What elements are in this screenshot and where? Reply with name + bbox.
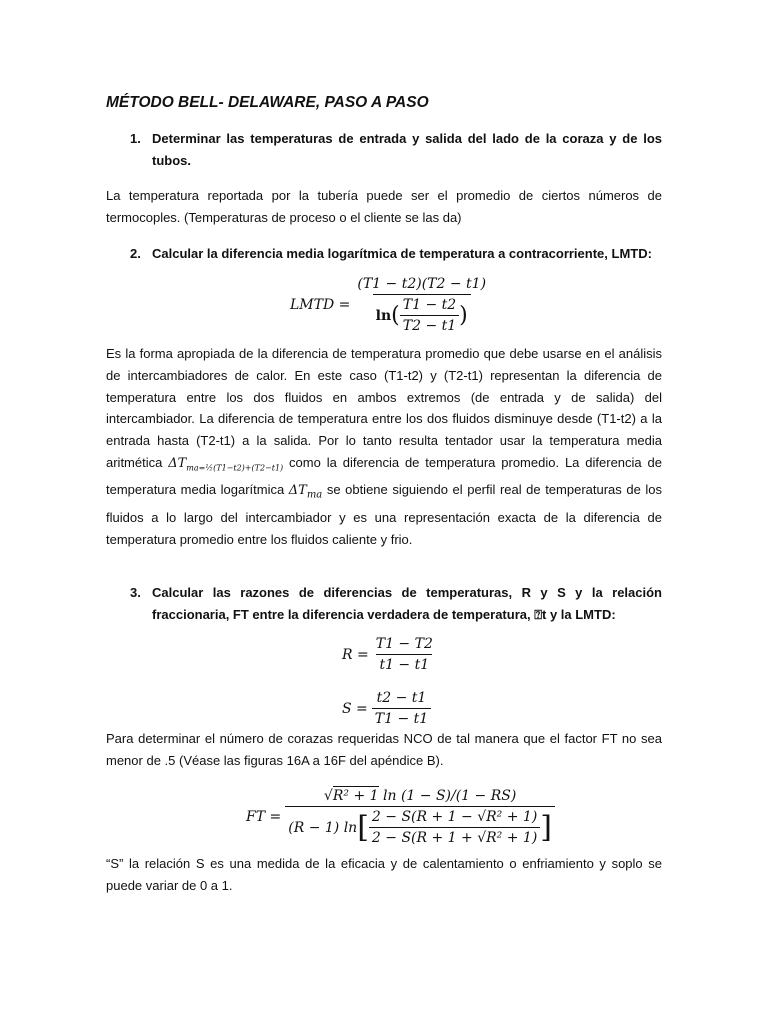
paragraph-2-part-3: se obtiene siguiendo el perfil real de temperaturas de los fluidos a lo largo del intercambiador y es una representación exacta de la diferencia de temperatura promedio entre los fluidos caliente y frio. xyxy=(106,482,662,547)
delta-t-arith xyxy=(168,456,283,471)
ft-numerator-sqrt: R² + 1 xyxy=(332,788,379,804)
ft-numerator: √R² + 1 ln (1 − S)/(1 − RS) xyxy=(323,788,517,804)
document-title: MÉTODO BELL- DELAWARE, PASO A PASO xyxy=(106,94,429,111)
s-lhs: S = xyxy=(342,700,368,717)
paragraph-2-part-2: como la diferencia de temperatura promedio. La diferencia de temperatura media logarítmica xyxy=(106,454,662,498)
paragraph-2 xyxy=(106,343,662,550)
r-lhs: R = xyxy=(342,646,369,663)
ft-inner-denominator: 2 − S(R + 1 + √R² + 1) xyxy=(369,827,540,846)
s-equation xyxy=(342,690,435,727)
ft-equation xyxy=(246,788,559,846)
lmtd-numerator: (T1 − t2)(T2 − t1) xyxy=(357,276,487,292)
s-fraction xyxy=(372,690,431,727)
ft-numerator-rest: ln (1 − S)/(1 − RS) xyxy=(383,788,517,804)
ft-fraction xyxy=(285,788,555,846)
delta-t-arith-subscript: ma=½(T1−t2)+(T2−t1) xyxy=(186,463,284,473)
lmtd-equation xyxy=(290,276,493,334)
lmtd-denominator: ln ( $\frac{T1 - t2}{T2 - t1}$ ) xyxy=(373,294,471,334)
delta-t-arith-symbol: ΔT xyxy=(168,455,187,471)
step-2-text: Calcular la diferencia media logarítmica de temperatura a contracorriente, LMTD: xyxy=(152,246,652,261)
lmtd-fraction xyxy=(354,276,489,334)
step-2 xyxy=(106,243,662,265)
step-2-number: 2. xyxy=(130,246,141,261)
ft-inner-fraction xyxy=(369,809,540,846)
paragraph-3: Para determinar el número de corazas requeridas NCO de tal manera que el factor FT no sea menor de .5 (Véase las figuras 16A a 16F del apéndice B). xyxy=(106,731,662,768)
step-3-text: Calcular las razones de diferencias de temperaturas, R y S y la relación fraccionaria, FT entre la diferencia verdadera de temperatura, ⍰t y la LMTD: xyxy=(152,585,662,622)
paragraph-2-part-1: Es la forma apropiada de la diferencia de temperatura promedio que debe usarse en el análisis de intercambiadores de calor. En este caso (T1-t2) y (T2-t1) representan la diferencia de temperatura entre los dos fluidos en ambos extremos (de entrada y de salida) del intercambiador. La diferencia de temperatura entre los dos fluidos disminuye desde (T1-t2) a la entrada hasta (T2-t1) a la salida. Por lo tanto resulta tentador usar la temperatura media aritmética xyxy=(106,346,662,470)
r-numerator: T1 − T2 xyxy=(375,636,433,652)
lmtd-inner-denominator: T2 − t1 xyxy=(400,315,459,334)
r-denominator: t1 − t1 xyxy=(376,654,432,673)
delta-t-log-symbol: ΔT xyxy=(288,483,307,499)
step-3 xyxy=(106,582,662,626)
step-3-number: 3. xyxy=(130,585,141,600)
s-denominator: T1 − t1 xyxy=(372,708,431,727)
lmtd-ln: ln xyxy=(375,307,392,324)
paragraph-1: La temperatura reportada por la tubería puede ser el promedio de ciertos números de termocoples. (Temperaturas de proceso o el cliente se las da) xyxy=(106,188,662,225)
step-1-text: Determinar las temperaturas de entrada y salida del lado de la coraza y de los tubos. xyxy=(152,131,662,168)
ft-lhs: FT = xyxy=(246,809,282,825)
delta-t-log xyxy=(288,483,323,501)
r-fraction xyxy=(373,636,436,673)
step-1 xyxy=(106,128,662,172)
paragraph-4: “S” la relación S es una medida de la eficacia y de calentamiento o enfriamiento y soplo se puede variar de 0 a 1. xyxy=(106,856,662,893)
lmtd-inner-numerator: T1 − t2 xyxy=(402,297,457,313)
delta-t-log-subscript: ma xyxy=(306,489,323,501)
lmtd-inner-fraction xyxy=(400,297,459,334)
ft-denominator-prefix: (R − 1) ln xyxy=(288,819,358,836)
r-equation xyxy=(342,636,440,673)
step-1-number: 1. xyxy=(130,131,141,146)
ft-denominator: (R − 1) ln [ $\frac{\text{2 − S(R + 1 − √R² + 1)}}{\text{2 − S(R + 1 + √R² + 1)}}$ ] xyxy=(285,806,555,846)
ft-inner-numerator: 2 − S(R + 1 − √R² + 1) xyxy=(371,809,538,825)
lmtd-lhs: LMTD = xyxy=(290,297,351,313)
s-numerator: t2 − t1 xyxy=(376,690,427,706)
